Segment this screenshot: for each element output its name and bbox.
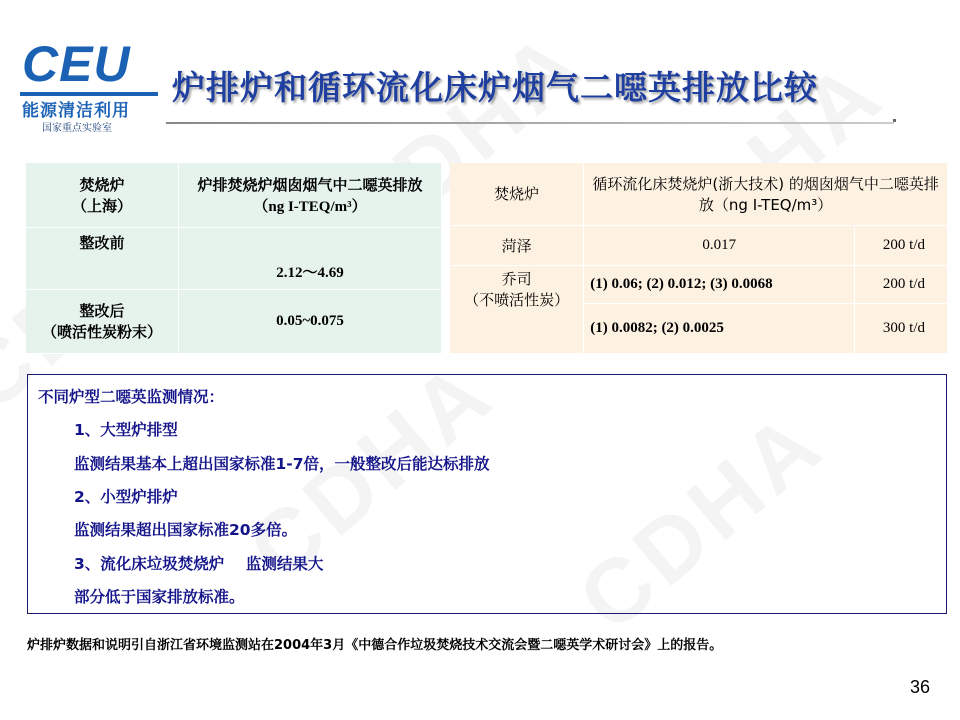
t2-row-label: 乔司 （不喷活性炭） <box>450 265 584 353</box>
page-number: 36 <box>910 677 931 697</box>
slide-title: 炉排炉和循环流化床炉烟气二噁英排放比较 <box>172 68 818 107</box>
grate-furnace-table <box>26 163 442 354</box>
cfb-furnace-table <box>450 163 948 354</box>
logo-letters: CEU <box>22 36 131 92</box>
t2-header-furnace: 焚烧炉 <box>450 163 584 225</box>
t2-row-capacity: 200 t/d <box>855 265 948 303</box>
notes-item: 1、大型炉排型 <box>74 421 178 439</box>
t1-header-emission: 炉排焚烧炉烟囱烟气中二噁英排放（ng I-TEQ/m³） <box>179 163 442 227</box>
notes-item: 监测结果超出国家标准20多倍。 <box>74 521 298 539</box>
t1-row-label: 整改前 <box>26 227 179 289</box>
t1-row-value: 0.05~0.075 <box>179 289 442 353</box>
notes-item: 3、流化床垃圾焚烧炉 监测结果大 <box>74 555 324 573</box>
t2-row-value: (1) 0.06; (2) 0.012; (3) 0.0068 <box>584 265 855 303</box>
notes-heading: 不同炉型二噁英监测情况： <box>38 388 225 406</box>
notes-item: 部分低于国家排放标准。 <box>74 588 245 606</box>
t2-row-label: 菏泽 <box>450 225 584 265</box>
t2-header-emission: 循环流化床焚烧炉(浙大技术) 的烟囱烟气中二噁英排放（ng I-TEQ/m³） <box>584 163 948 225</box>
t2-row-capacity: 200 t/d <box>855 225 948 265</box>
lab-logo <box>20 36 160 134</box>
t2-row-capacity: 300 t/d <box>855 303 948 353</box>
logo-name: 能源清洁利用 <box>22 101 130 121</box>
t2-row-value: (1) 0.0082; (2) 0.0025 <box>584 303 855 353</box>
title-dot <box>893 119 896 122</box>
t1-header-furnace: 焚烧炉 （上海） <box>26 163 179 227</box>
notes-item: 2、小型炉排炉 <box>74 488 178 506</box>
notes-item: 监测结果基本上超出国家标准1-7倍，一般整改后能达标排放 <box>74 455 490 473</box>
t1-row-label: 整改后 （喷活性炭粉末） <box>26 289 179 353</box>
source-footnote: 炉排炉数据和说明引自浙江省环境监测站在2004年3月《中德合作垃圾焚烧技术交流会暨二噁英学术研讨会》上的报告。 <box>27 638 723 653</box>
title-divider <box>166 122 894 124</box>
monitoring-notes-box <box>27 374 947 614</box>
t2-row-value: 0.017 <box>584 225 855 265</box>
t1-row-value: 2.12～4.69 <box>179 227 442 289</box>
logo-subtitle: 国家重点实验室 <box>42 123 112 134</box>
